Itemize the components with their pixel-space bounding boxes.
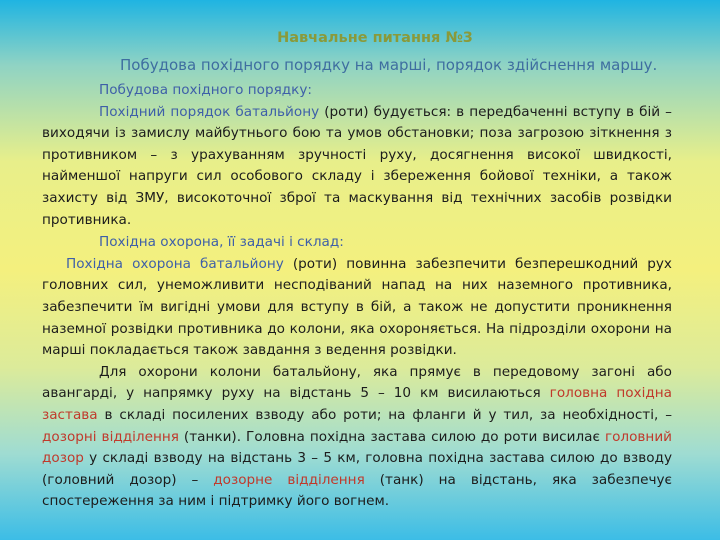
para3-text-4: у складі взводу на відстань 3 – 5 км, головна похідна застава силою до взводу (головний дозор) –	[42, 450, 672, 488]
slide-subheading: Побудова похідного порядку на марші, порядок здійснення маршу.	[120, 56, 658, 74]
section2-paragraph	[42, 254, 672, 362]
para3-text-2: в складі посилених взводу або роти; на фланги й у тил, за необхідності, –	[97, 406, 672, 423]
term-head-patrol: головний дозор	[42, 428, 672, 467]
slide-heading: Навчальне питання №3	[277, 30, 473, 46]
para3-text-3: (танки). Головна похідна застава силою до роти висилає	[178, 428, 605, 445]
section1-title: Побудова похідного порядку:	[99, 82, 312, 98]
section2-title: Похідна охорона, її задачі і склад:	[99, 234, 344, 251]
term-head-outpost: головна похідна застава	[42, 385, 672, 423]
para3-text-5: (танк) на відстань, яка забезпечує спостереження за ним і підтримку його вогнем.	[42, 471, 672, 510]
section3-paragraph	[42, 362, 672, 513]
para3-text-1: Для охорони колони батальйону, яка прямує в передовому загоні або авангарді, у напрямку руху на відстань 5 – 10 км висилаються	[42, 363, 672, 402]
section1-term: Похідний порядок батальйону	[99, 103, 320, 120]
section2-term: Похідна охорона батальйону	[66, 255, 284, 272]
section2-text: (роти) повинна забезпечити безперешкодний рух головних сил, унеможливити несподіваний напад на них наземного противника, забезпечити їм вигідні умови для вступу в бій, а також не допустити проникнення наземної розвідки противника до колони, яка охороняється. На підрозділи охорони на марші покладається також завдання з ведення розвідки.	[42, 255, 672, 359]
term-patrol-squads: дозорні відділення	[42, 428, 179, 445]
slide-body	[42, 80, 672, 513]
term-patrol-squad: дозорне відділення	[213, 471, 365, 488]
section1-paragraph	[42, 102, 672, 232]
section1-text: (роти) будується: в передбаченні вступу в бій – виходячи із замислу майбутнього бою та умов обстановки; поза загрозою зіткнення з противником – з урахуванням зручності руху, досягнення високої швидкості, найменшої напруги сил особового складу і збереження бойової техніки, а також захисту від ЗМУ, високоточної зброї та маскування від технічних засобів розвідки противника.	[42, 103, 672, 228]
